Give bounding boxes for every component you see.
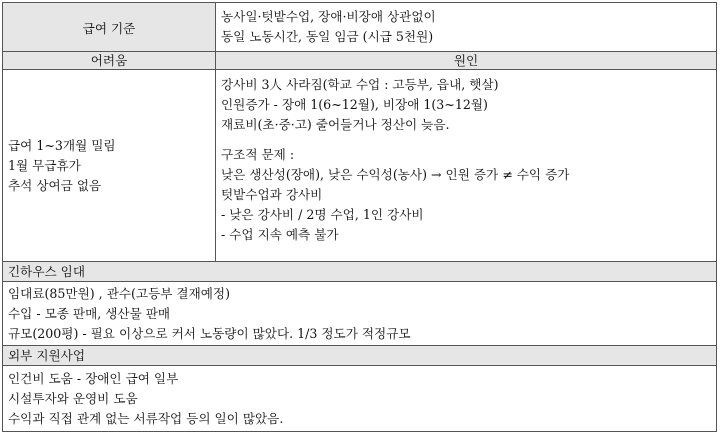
pay-criteria-line: 동일 노동시간, 동일 임금 (시급 5천원): [221, 29, 434, 44]
difficulty-cause-row: [3, 70, 717, 262]
pay-criteria-line: 농사일·텃밭수업, 장애·비장애 상관없이: [221, 9, 436, 24]
difficulties-cell: [3, 70, 216, 262]
cause-item: 텃밭수업과 강사비: [221, 187, 323, 202]
pay-criteria-label: 급여 기준: [3, 3, 216, 52]
greenhouse-content-row: [3, 282, 717, 346]
cause-item: - 수업 지속 예측 불가: [221, 227, 339, 242]
external-line: 수익과 직접 관계 없는 서류작업 등의 일이 많았음.: [8, 410, 284, 426]
cause-item: 낮은 생산성(장애), 낮은 수익성(농사) → 인원 증가 ≠ 수익 증가: [221, 167, 570, 182]
difficulty-item: 1월 무급휴가: [8, 157, 81, 173]
report-table: [2, 2, 717, 432]
greenhouse-content: [3, 282, 717, 346]
external-title-row: [3, 346, 717, 366]
difficulty-item: 추석 상여금 없음: [8, 177, 102, 193]
external-content: [3, 366, 717, 432]
cause-item: 인원증가 - 장애 1(6~12월), 비장애 1(3~12월): [221, 97, 488, 112]
greenhouse-line: 임대료(85만원) , 관수(고등부 결재예정): [8, 285, 231, 301]
external-title: 외부 지원사업: [3, 346, 717, 366]
document: [2, 2, 716, 432]
greenhouse-title: 긴하우스 임대: [3, 262, 717, 282]
cause-item: - 낮은 강사비 / 2명 수업, 1인 강사비: [221, 207, 424, 222]
external-line: 인건비 도움 - 장애인 급여 일부: [8, 370, 179, 386]
cause-item: 강사비 3人 사라짐(학교 수업 : 고등부, 읍내, 햇살): [221, 77, 499, 92]
causes-cell: [216, 70, 717, 262]
cause-header: 원인: [216, 52, 717, 70]
spacer: [221, 135, 711, 145]
external-content-row: [3, 366, 717, 432]
cause-item: 재료비(초·중·고) 줄어들거나 정산이 늦음.: [221, 117, 450, 132]
difficulty-header: 어려움: [3, 52, 216, 70]
greenhouse-line: 규모(200평) - 필요 이상으로 커서 노동량이 많았다. 1/3 정도가 적정규모: [8, 325, 411, 341]
difficulty-item: 급여 1~3개월 밀림: [8, 137, 116, 153]
cause-item: 구조적 문제 :: [221, 147, 295, 162]
greenhouse-line: 수입 - 모종 판매, 생산물 판매: [8, 305, 171, 321]
header-row: [3, 52, 717, 70]
greenhouse-title-row: [3, 262, 717, 282]
pay-criteria-row: [3, 3, 717, 52]
external-line: 시설투자와 운영비 도움: [8, 390, 138, 406]
pay-criteria-cell: [216, 3, 717, 52]
